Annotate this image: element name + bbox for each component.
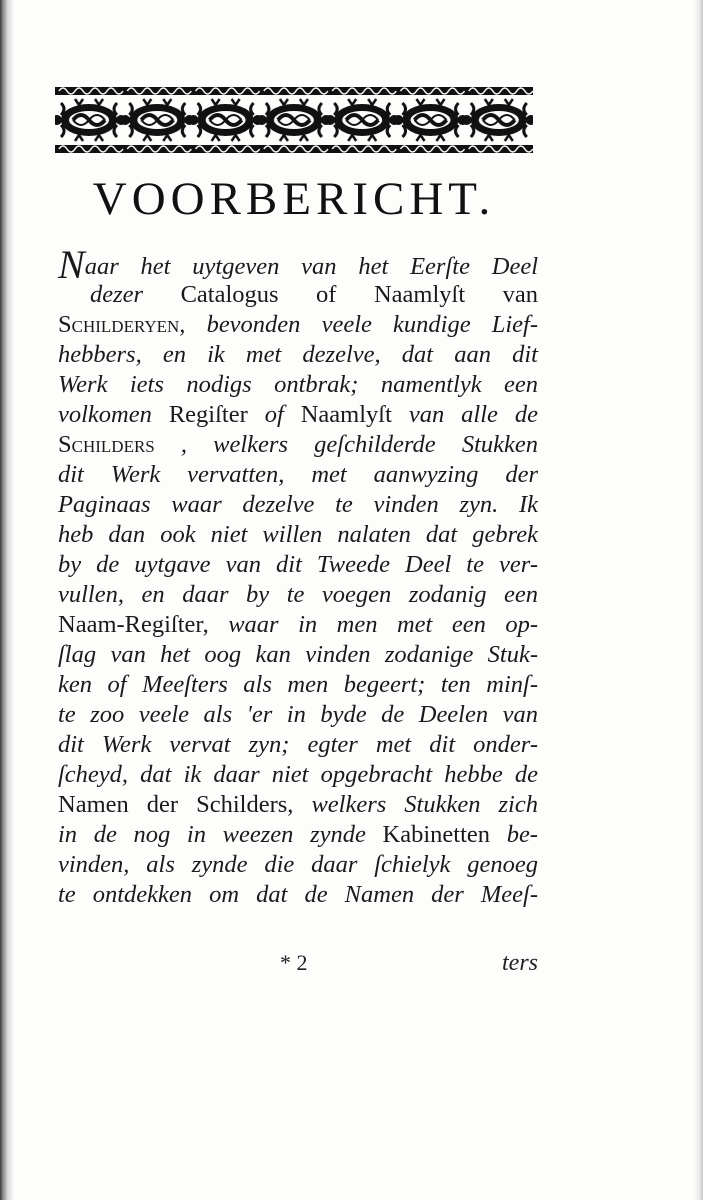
page-title: VOORBERICHT. xyxy=(92,173,496,225)
text-run: te ontdekken om dat de Namen der Meeſ- xyxy=(58,881,538,908)
text-run: Regiſter xyxy=(151,401,265,428)
text-run: Schilders xyxy=(58,431,155,458)
text-line xyxy=(58,400,538,430)
text-run: be- xyxy=(506,821,538,848)
text-run: Kabinetten xyxy=(382,821,507,848)
text-run: volkomen xyxy=(58,401,152,428)
text-run: by de uytgave van dit Tweede Deel te ver- xyxy=(58,551,538,578)
text-run: te zoo veele als 'er in byde de Deelen van xyxy=(58,701,538,728)
catchword: ters xyxy=(502,950,538,976)
text-line xyxy=(58,880,538,910)
text-run: Schilderyen xyxy=(58,311,180,338)
text-line xyxy=(58,670,538,700)
page-edge xyxy=(693,0,703,1200)
body-text xyxy=(58,242,538,910)
text-line xyxy=(58,280,538,310)
text-run: vinden, als zynde die daar ſchielyk genoeg xyxy=(58,851,538,878)
text-run: , bevonden veele kundige Lief- xyxy=(179,311,538,338)
text-line xyxy=(58,370,538,400)
text-run: heb dan ook niet willen nalaten dat gebrek xyxy=(58,521,538,548)
text-line xyxy=(58,640,538,670)
text-run: of xyxy=(264,401,284,428)
text-run: , welkers geſchilderde Stukken xyxy=(154,431,538,458)
text-run: Naamlyſt xyxy=(283,401,409,428)
text-run: hebbers, en ik met dezelve, dat aan dit xyxy=(58,341,538,368)
text-line xyxy=(58,490,538,520)
text-line xyxy=(58,340,538,370)
text-run: waar in men met een op- xyxy=(228,611,538,638)
text-line xyxy=(58,610,538,640)
text-run: in de nog in weezen zynde xyxy=(58,821,383,848)
page-footer xyxy=(58,950,538,982)
drop-cap: N xyxy=(58,242,85,287)
text-run: vullen, en daar by te voegen zodanig een xyxy=(58,581,538,608)
text-run: aar het uytgeven van het Eerſte Deel xyxy=(84,253,538,280)
text-run: Catalogus of Naamlyſt van xyxy=(143,281,538,308)
text-line xyxy=(58,460,538,490)
signature-mark: * 2 xyxy=(280,950,308,975)
text-run: ſcheyd, dat ik daar niet opgebracht hebbe de xyxy=(58,761,538,788)
text-line xyxy=(58,730,538,760)
text-run: dezer xyxy=(90,281,144,308)
text-line xyxy=(58,242,538,287)
text-run: welkers Stukken zich xyxy=(311,791,538,818)
text-line xyxy=(58,310,538,340)
text-run: ſlag van het oog kan vinden zodanige Stuk- xyxy=(58,641,538,668)
text-run: Werk iets nodigs ontbrak; namentlyk een xyxy=(58,371,538,398)
text-line xyxy=(58,760,538,790)
text-line xyxy=(58,520,538,550)
text-line xyxy=(58,820,538,850)
text-run: dit Werk vervat zyn; egter met dit onder- xyxy=(58,731,538,758)
text-run: van alle de xyxy=(408,401,538,428)
text-line xyxy=(58,850,538,880)
text-run: dit Werk vervatten, met aanwyzing der xyxy=(58,461,538,488)
text-run: ken of Meeſters als men begeert; ten minſ- xyxy=(58,671,538,698)
text-run: Namen der Schilders, xyxy=(58,791,312,818)
text-line xyxy=(58,550,538,580)
page-binding-shadow xyxy=(0,0,14,1200)
text-line xyxy=(58,430,538,460)
text-run: Naam-Regiſter, xyxy=(58,611,229,638)
text-line xyxy=(58,700,538,730)
ornament-band-icon xyxy=(55,85,533,155)
text-line xyxy=(58,790,538,820)
text-line xyxy=(58,580,538,610)
text-run: Paginaas waar dezelve te vinden zyn. Ik xyxy=(58,491,538,518)
